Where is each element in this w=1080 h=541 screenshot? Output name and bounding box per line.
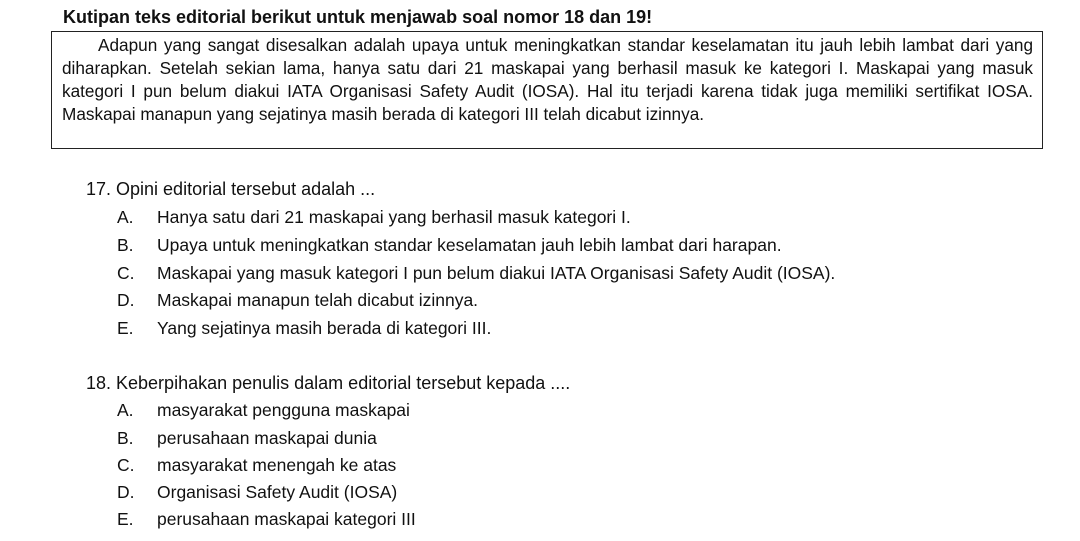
option-letter: B.: [117, 428, 134, 448]
answer-option-c[interactable]: [117, 454, 396, 476]
answer-option-a[interactable]: [117, 399, 410, 421]
question-stem: 17. Opini editorial tersebut adalah ...: [86, 179, 376, 199]
option-letter: C.: [117, 455, 135, 475]
option-letter: A.: [117, 207, 134, 227]
option-text: Maskapai manapun telah dicabut izinnya.: [157, 290, 479, 310]
option-text: Hanya satu dari 21 maskapai yang berhasil masuk kategori I.: [157, 207, 631, 227]
editorial-passage-box: Adapun yang sangat disesalkan adalah upaya untuk meningkatkan standar keselamatan itu jauh lebih lambat dari yang diharapkan. Setelah sekian lama, hanya satu dari 21 maskapai yang berhasil masuk ke kategori I. Maskapai yang masuk kategori I pun belum diakui IATA Organisasi Safety Audit (IOSA). Hal itu terjadi karena tidak juga memiliki sertifikat IOSA. Maskapai manapun yang sejatinya masih berada di kategori III telah dicabut izinnya.: [51, 31, 1043, 149]
option-letter: A.: [117, 400, 134, 420]
answer-option-d[interactable]: [117, 481, 397, 503]
option-text: Organisasi Safety Audit (IOSA): [157, 482, 398, 502]
option-letter: C.: [117, 263, 135, 283]
option-letter: B.: [117, 235, 134, 255]
option-text: masyarakat pengguna maskapai: [157, 400, 410, 420]
option-letter: E.: [117, 318, 134, 338]
answer-option-b[interactable]: [117, 427, 377, 449]
option-text: masyarakat menengah ke atas: [157, 455, 397, 475]
option-text: perusahaan maskapai dunia: [157, 428, 377, 448]
answer-option-c[interactable]: [117, 262, 835, 284]
option-text: Maskapai yang masuk kategori I pun belum diakui IATA Organisasi Safety Audit (IOSA).: [157, 263, 836, 283]
answer-option-a[interactable]: [117, 206, 631, 228]
option-text: Yang sejatinya masih berada di kategori III.: [157, 318, 492, 338]
answer-option-e[interactable]: [117, 508, 416, 530]
instruction-heading: Kutipan teks editorial berikut untuk menjawab soal nomor 18 dan 19!: [63, 7, 653, 27]
answer-option-d[interactable]: [117, 289, 478, 311]
answer-option-e[interactable]: [117, 317, 491, 339]
option-letter: D.: [117, 482, 135, 502]
option-letter: E.: [117, 509, 134, 529]
option-letter: D.: [117, 290, 135, 310]
option-text: perusahaan maskapai kategori III: [157, 509, 416, 529]
question-stem: 18. Keberpihakan penulis dalam editorial tersebut kepada ....: [86, 373, 571, 393]
answer-option-b[interactable]: [117, 234, 782, 256]
option-text: Upaya untuk meningkatkan standar keselamatan jauh lebih lambat dari harapan.: [157, 235, 782, 255]
